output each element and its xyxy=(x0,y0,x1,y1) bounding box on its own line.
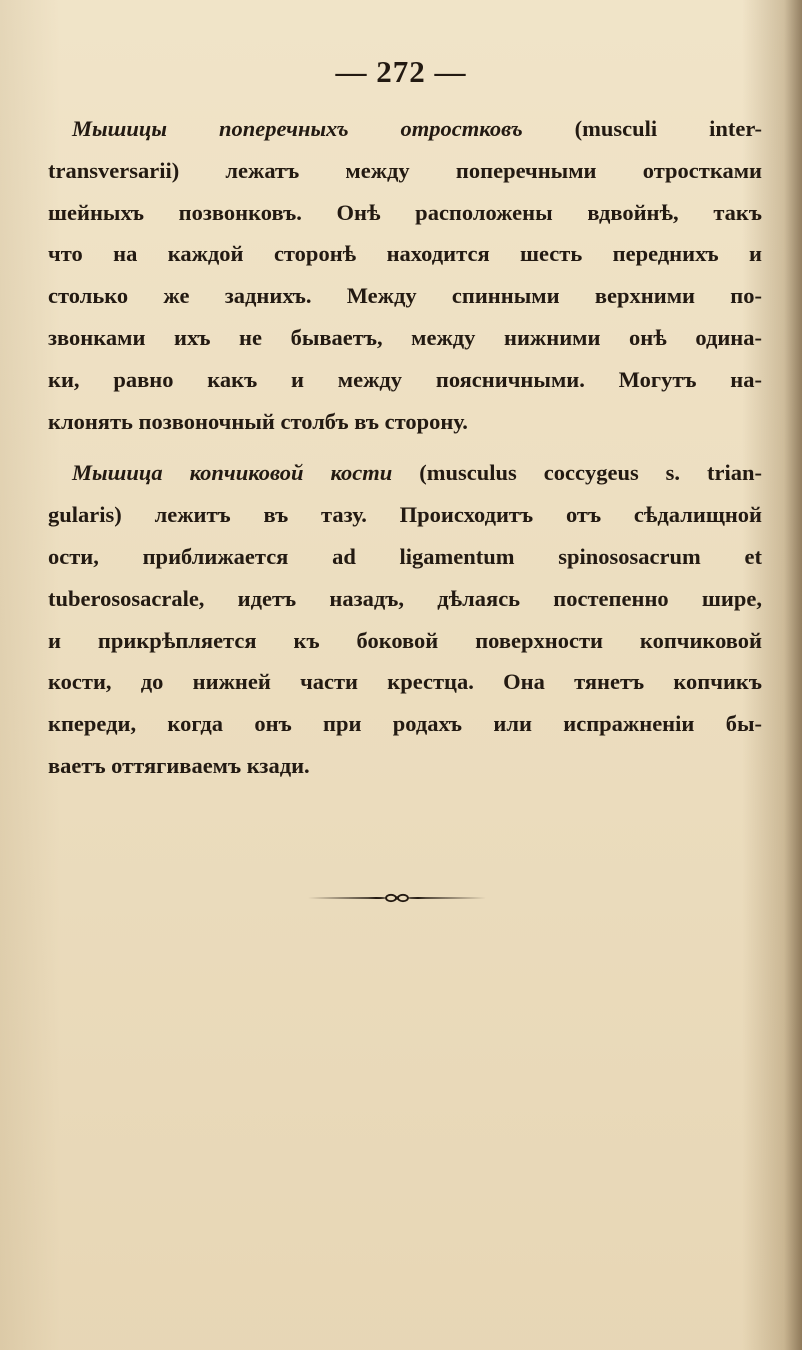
text-line: шейныхъ позвонковъ. Онѣ расположены вдвойнѣ, такъ xyxy=(48,199,762,225)
text-line: и прикрѣпляется къ боковой поверхности копчиковой xyxy=(48,627,762,653)
line-text: (musculus coccygeus s. trian- xyxy=(392,460,762,486)
text-line: что на каждой сторонѣ находится шесть переднихъ и xyxy=(48,241,762,267)
text-line: клонять позвоночный столбъ въ сторону. xyxy=(48,408,468,434)
text-line: tuberososacrale, идетъ назадъ, дѣлаясь постепенно шире, xyxy=(48,585,762,611)
text-line: ости, приближается ad ligamentum spinososacrum et xyxy=(48,543,762,569)
paragraph-musculi-intertransversarii xyxy=(48,108,762,442)
text-line: gularis) лежитъ въ тазу. Происходитъ отъ сѣдалищной xyxy=(48,502,762,528)
term-heading: Мышица копчиковой кости xyxy=(72,460,393,486)
text-line: кпереди, когда онъ при родахъ или испражненіи бы- xyxy=(48,711,762,737)
text-line: transversarii) лежатъ между поперечными отростками xyxy=(48,157,762,183)
line-text: (musculi inter- xyxy=(522,116,762,141)
text-line: звонками ихъ не бываетъ, между нижними онѣ одина- xyxy=(48,324,762,350)
page-number: — 272 — xyxy=(335,54,467,89)
body-text xyxy=(48,108,762,787)
term-heading: Мышицы поперечныхъ отростковъ xyxy=(72,116,523,141)
text-line xyxy=(48,452,762,494)
text-line: ки, равно какъ и между поясничными. Могутъ на- xyxy=(48,366,762,392)
text-line: столько же заднихъ. Между спинными верхними по- xyxy=(48,283,762,309)
text-line: кости, до нижней части крестца. Она тянетъ копчикъ xyxy=(48,669,762,695)
text-line: ваетъ оттягиваемъ кзади. xyxy=(48,752,310,778)
text-line xyxy=(48,108,762,150)
paragraph-musculus-coccygeus xyxy=(48,452,762,786)
ornamental-rule-icon xyxy=(308,888,486,908)
